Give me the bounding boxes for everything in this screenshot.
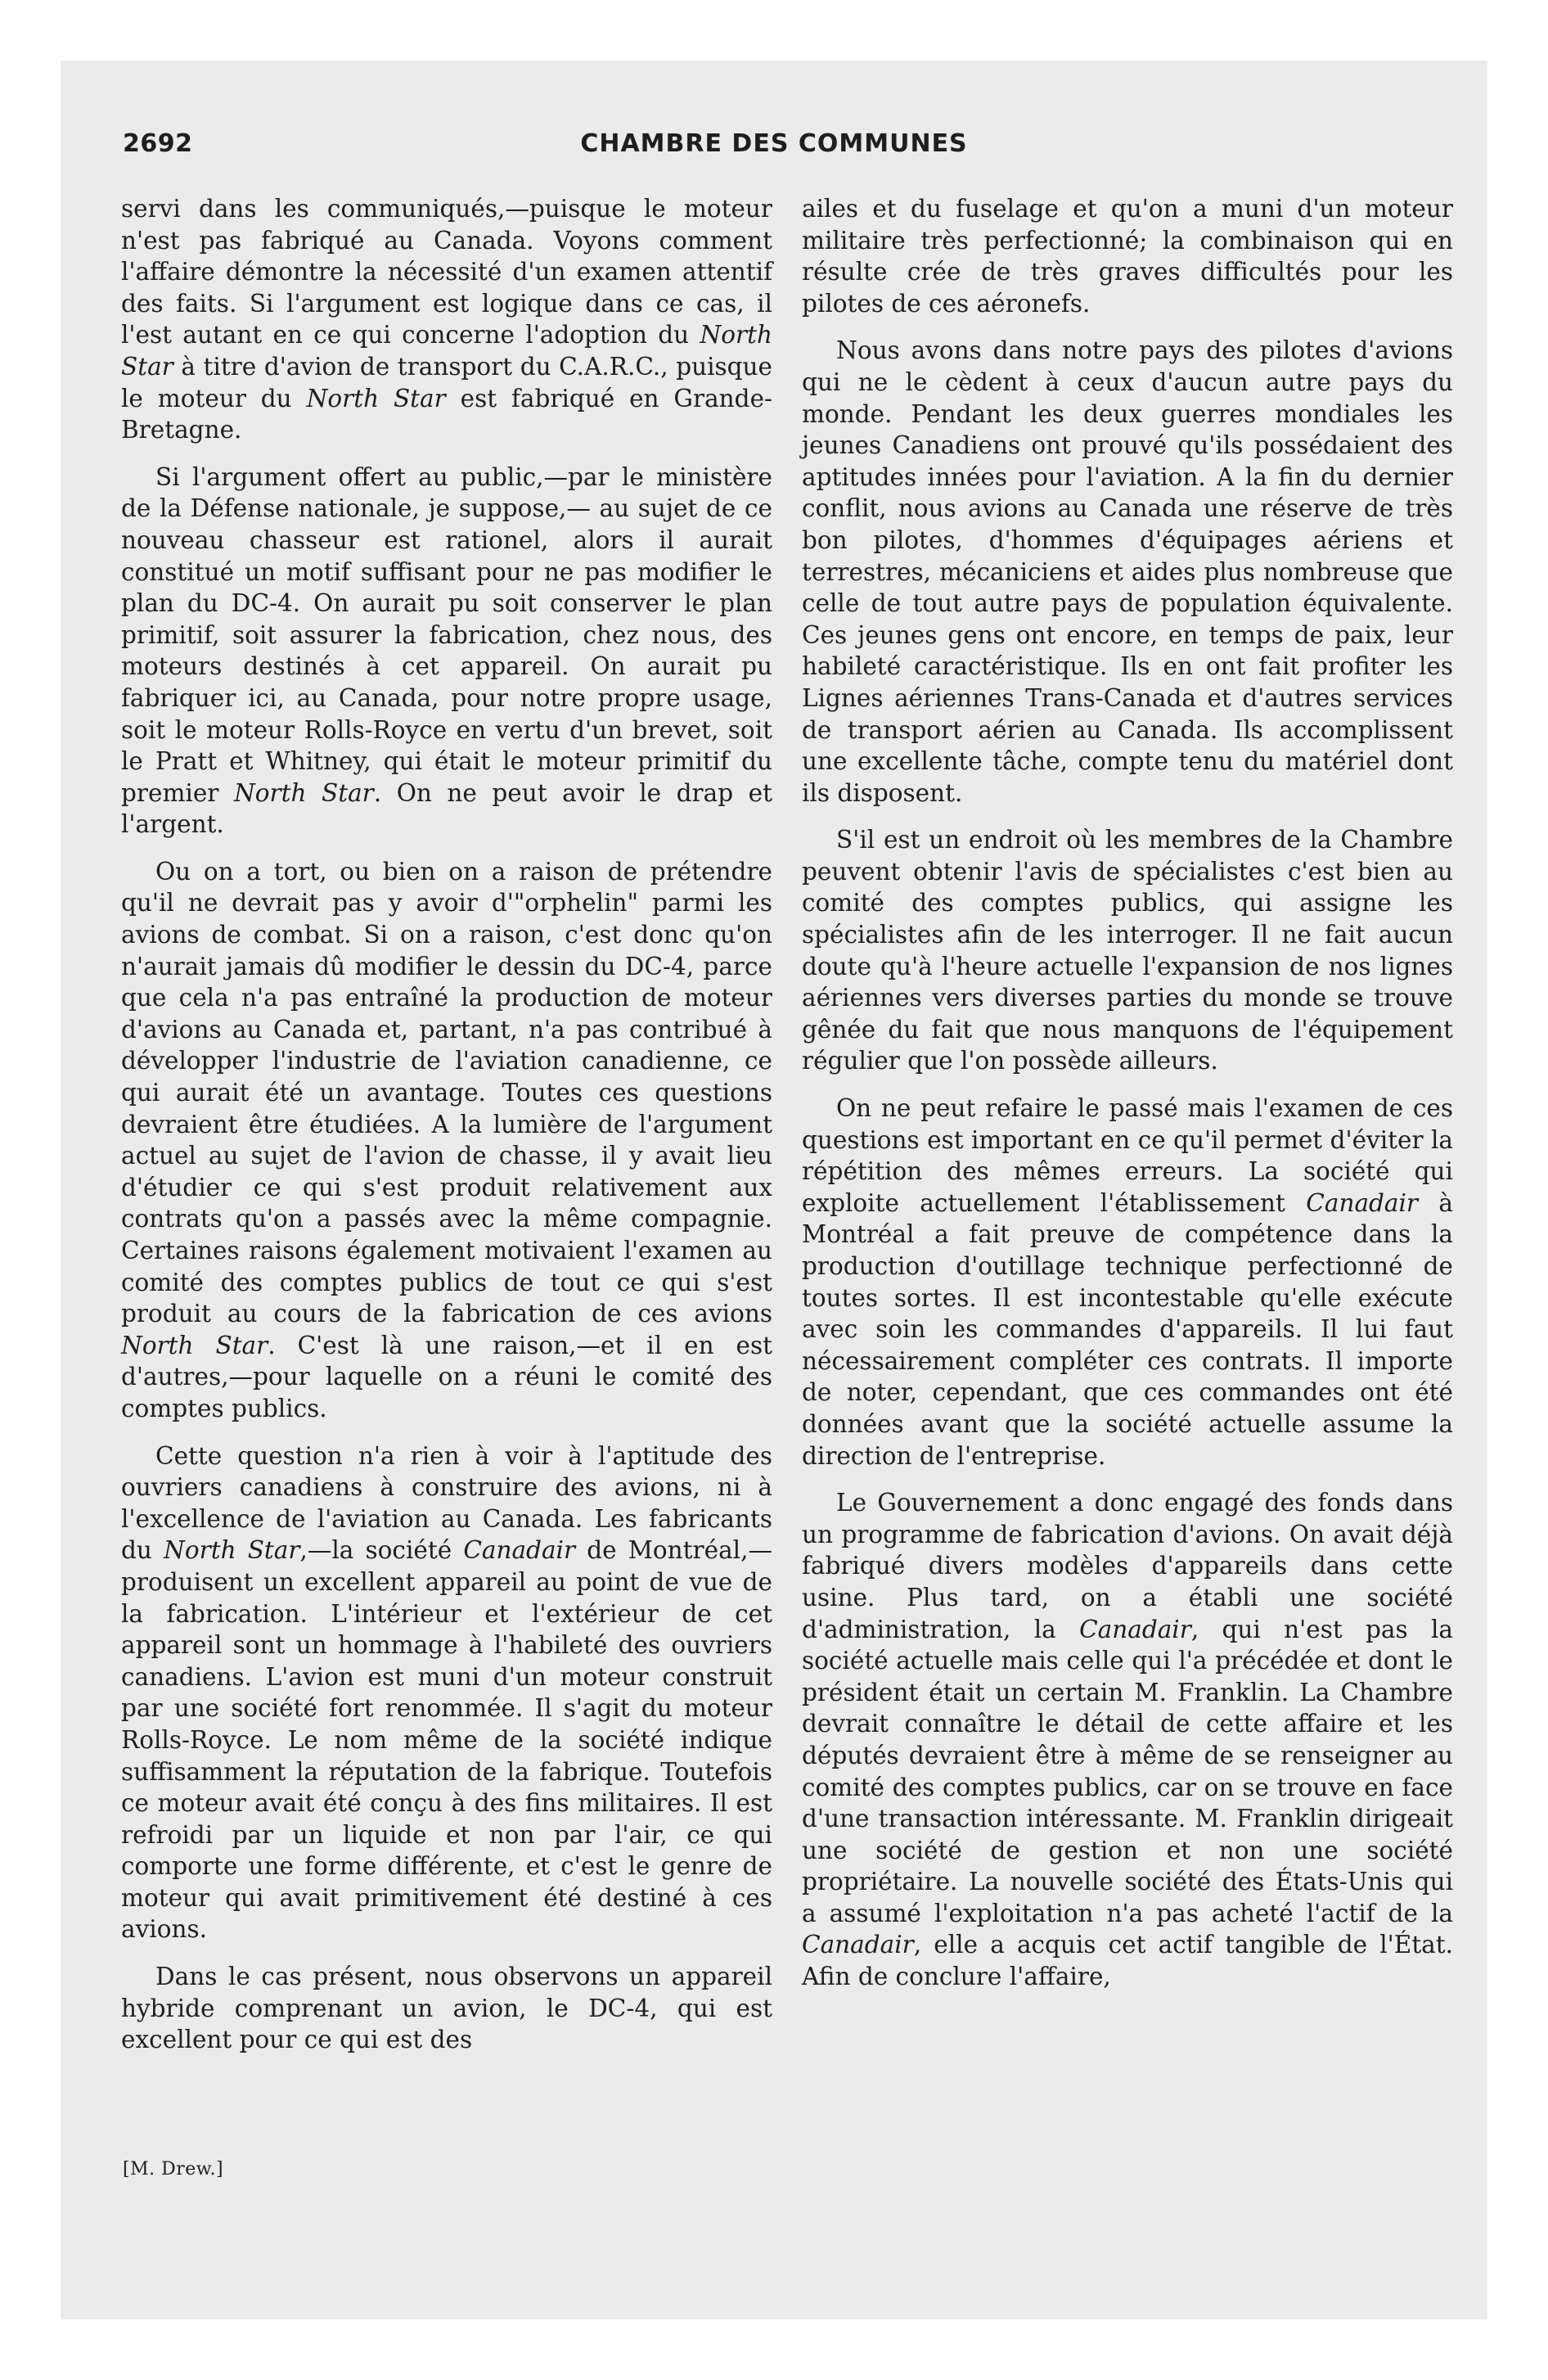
text-run: ,—la société [299,1536,464,1565]
text-run: de Montréal,—produisent un excellent appareil au point de vue de la fabrication. L'intérieur et l'extérieur de cet appareil sont un hommage à l'habileté des ouvriers canadiens. L'avion est muni d'un moteur construit par une société fort renommée. Il s'agit du moteur Rolls-Royce. Le nom même de la société indique suffisamment la réputation de la fabrique. Toutefois ce moteur avait été conçu à des fins militaires. Il est refroidi par un liquide et non par l'air, ce qui comporte une forme différente, et c'est le genre de moteur qui avait primitivement été destiné à ces avions. [121,1536,772,1944]
paragraph [802,1487,1453,1993]
paragraph [121,462,772,841]
italic-run: Canadair [463,1536,576,1565]
text-run: , qui n'est pas la société actuelle mais celle qui l'a précédée et dont le président était un certain M. Franklin. La Chambre devrait connaître le détail de cette affaire et les députés devraient être à même de se renseigner au comité des comptes publics, car on se trouve en face d'une transaction intéressante. M. Franklin dirigeait une société de gestion et non une société propriétaire. La nouvelle société des États-Unis qui a assumé l'exploitation n'a pas acheté l'actif de la [802,1615,1453,1927]
page-number: 2692 [123,129,193,158]
text-run: à Montréal a fait preuve de compétence dans la production d'outillage technique perfectionné de toutes sortes. Il est incontestable qu'elle exécute avec soin les commandes d'appareils. Il lui faut nécessairement compléter ces contrats. Il importe de noter, cependant, que ces commandes ont été données avant que la société actuelle assume la direction de l'entreprise. [802,1188,1453,1470]
text-run: Dans le cas présent, nous observons un appareil hybride comprenant un avion, le DC-4, qui est excellent pour ce qui est des [121,1963,772,2054]
speaker-attribution: [M. Drew.] [123,2159,224,2179]
text-run: est fabriqué en Grande-Bretagne. [121,384,772,444]
italic-run: North Star [233,778,374,807]
italic-run: Canadair [1079,1615,1191,1643]
paragraph [121,193,772,446]
text-run: Nous avons dans notre pays des pilotes d'avions qui ne le cèdent à ceux d'aucun autre pays du monde. Pendant les deux guerres mondiales les jeunes Canadiens ont prouvé qu'ils possédaient des aptitudes innées pour l'aviation. A la fin du dernier conflit, nous avions au Canada une réserve de très bon pilotes, d'hommes d'équipages aériens et terrestres, mécaniciens et aides plus nombreuse que celle de tout autre pays de population équivalente. Ces jeunes gens ont encore, en temps de paix, leur habileté caractéristique. Ils en ont fait profiter les Lignes aériennes Trans-Canada et d'autres services de transport aérien au Canada. Ils accomplissent une excellente tâche, compte tenu du matériel dont ils disposent. [802,336,1453,807]
right-column [802,193,1453,1993]
italic-run: North Star [306,384,446,412]
text-run: On ne peut refaire le passé mais l'examen de ces questions est important en ce qu'il permet d'éviter la répétition des mêmes erreurs. La société qui exploite actuellement l'établissement [802,1094,1453,1217]
paragraph [802,335,1453,809]
text-run: Ou on a tort, ou bien on a raison de prétendre qu'il ne devrait pas y avoir d'"orphelin" parmi les avions de combat. Si on a raison, c'est donc qu'on n'aurait jamais dû modifier le dessin du DC-4, parce que cela n'a pas entraîné la production de moteur d'avions au Canada et, partant, n'a pas contribué à développer l'industrie de l'aviation canadienne, ce qui aurait été un avantage. Toutes ces questions devraient être étudiées. A la lumière de l'argument actuel au sujet de l'avion de chasse, il y avait lieu d'étudier ce qui s'est produit relativement aux contrats qu'on a passés avec la même compagnie. Certaines raisons également motivaient l'examen au comité des comptes publics de tout ce qui s'est produit au cours de la fabrication de ces avions [121,857,772,1328]
text-run: Si l'argument offert au public,—par le ministère de la Défense nationale, je suppose,— au sujet de ce nouveau chasseur est rationel, alors il aurait constitué un motif suffisant pour ne pas modifier le plan du DC-4. On aurait pu soit conserver le plan primitif, soit assurer la fabrication, chez nous, des moteurs destinés à cet appareil. On aurait pu fabriquer ici, au Canada, pour notre propre usage, soit le moteur Rolls-Royce en vertu d'un brevet, soit le Pratt et Whitney, qui était le moteur primitif du premier [121,462,772,807]
text-run: Cette question n'a rien à voir à l'aptitude des ouvriers canadiens à construire des avions, ni à l'excellence de l'aviation au Canada. Les fabricants du [121,1441,772,1565]
paragraph [802,824,1453,1077]
italic-run: North Star [164,1536,300,1565]
running-head: CHAMBRE DES COMMUNES [580,129,968,158]
text-run: à titre d'avion de transport du C.A.R.C., puisque le moteur du [121,352,772,412]
italic-run: Canadair [802,1931,914,1959]
paragraph [121,1961,772,2056]
text-run: . On ne peut avoir le drap et l'argent. [121,778,772,839]
text-run: Le Gouvernement a donc engagé des fonds dans un programme de fabrication d'avions. On avait déjà fabriqué divers modèles d'appareils dans cette usine. Plus tard, on a établi une société d'administration, la [802,1489,1453,1643]
text-run: , elle a acquis cet actif tangible de l'État. Afin de conclure l'affaire, [802,1931,1453,1991]
text-run: ailes et du fuselage et qu'on a muni d'un moteur militaire très perfectionné; la combinaison qui en résulte crée de très graves difficultés pour les pilotes de ces aéronefs. [802,195,1453,318]
text-run: S'il est un endroit où les membres de la Chambre peuvent obtenir l'avis de spécialistes c'est bien au comité des comptes publics, qui assigne les spécialistes afin de les interroger. Il ne fait aucun doute qu'à l'heure actuelle l'expansion de nos lignes aériennes vers diverses parties du monde se trouve gênée du fait que nous manquons de l'équipement régulier que l'on possède ailleurs. [802,826,1453,1075]
paragraph [121,1440,772,1946]
italic-run: North Star [121,1331,268,1359]
text-run: . C'est là une raison,—et il en est d'autres,—pour laquelle on a réuni le comité des comptes publics. [121,1331,772,1422]
paragraph [121,856,772,1425]
left-column [121,193,772,2056]
italic-run: North Star [121,321,772,381]
paragraph [802,193,1453,319]
paragraph [802,1093,1453,1472]
italic-run: Canadair [1306,1188,1419,1217]
text-run: servi dans les communiqués,—puisque le moteur n'est pas fabriqué au Canada. Voyons comment l'affaire démontre la nécessité d'un examen attentif des faits. Si l'argument est logique dans ce cas, il l'est autant en ce qui concerne l'adoption du [121,195,772,349]
